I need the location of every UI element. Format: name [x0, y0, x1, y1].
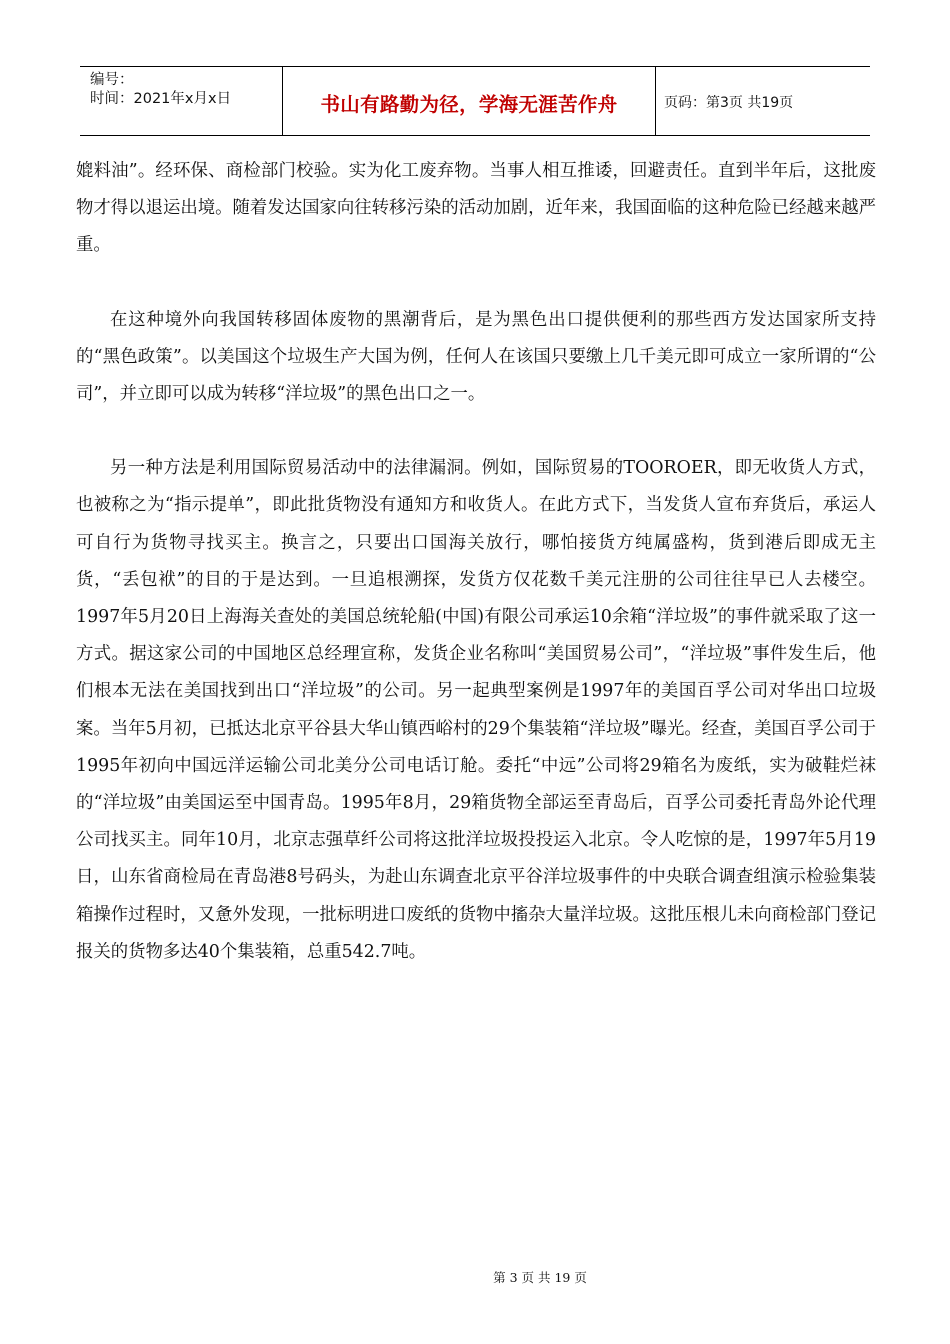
- page-header: [80, 66, 870, 136]
- header-motto: 书山有路勤为径，学海无涯苦作舟: [283, 67, 656, 135]
- paragraph-gap: [76, 413, 876, 450]
- document-time-label: 时间：2021年x月x日: [90, 91, 232, 107]
- paragraph-gap: [76, 265, 876, 302]
- page-footer: [0, 1268, 950, 1286]
- header-meta: [80, 67, 283, 135]
- paragraph-1: 媲料油”。经环保、商检部门校验。实为化工废弃物。当事人相互推诿，回避责任。直到半年后，这批废物才得以退运出境。随着发达国家向往转移污染的活动加剧，近年来，我国面临的这种危险已经越来越严重。: [76, 161, 876, 256]
- paragraph-3: 另一种方法是利用国际贸易活动中的法律漏洞。例如，国际贸易的TOOROER，即无收货人方式，也被称之为“指示提单”，即此批货物没有通知方和收货人。在此方式下，当发货人宣布弃货后，承运人可自行为货物寻找买主。换言之，只要出口国海关放行，哪怕接货方纯属盛构，货到港后即成无主货，“丢包袱”的目的于是达到。一旦追根溯探，发货方仅花数千美元注册的公司往往早已人去楼空。1997年5月20日上海海关查处的美国总统轮船(中国)有限公司承运10余箱“洋垃圾”的事件就采取了这一方式。据这家公司的中国地区总经理宣称，发货企业名称叫“美国贸易公司”，“洋垃圾”事件发生后，他们根本无法在美国找到出口“洋垃圾”的公司。另一起典型案例是1997年的美国百孚公司对华出口垃圾案。当年5月初，已抵达北京平谷县大华山镇西峪村的29个集装箱“洋垃圾”曝光。经查，美国百孚公司于1995年初向中国远洋运输公司北美分公司电话订舱。委托“中远”公司将29箱名为废纸，实为破鞋烂袜的“洋垃圾”由美国运至中国青岛。1995年8月，29箱货物全部运至青岛后，百孚公司委托青岛外论代理公司找买主。同年10月，北京志强草纤公司将这批洋垃圾投投运入北京。令人吃惊的是，1997年5月19日，山东省商检局在青岛港8号码头，为赴山东调查北京平谷洋垃圾事件的中央联合调查组演示检验集装箱操作过程时，又惫外发现，一批标明进口废纸的货物中搐杂大量洋垃圾。这批压根儿未向商检部门登记报关的货物多达40个集装箱，总重542.7吨。: [76, 458, 876, 962]
- paragraph-2: 在这种境外向我国转移固体废物的黑潮背后，是为黑色出口提供便利的那些西方发达国家所支持的“黑色政策”。以美国这个垃圾生产大国为例，任何人在该国只要缴上几千美元即可成立一家所谓的“公司”，并立即可以成为转移“洋垃圾”的黑色出口之一。: [76, 309, 876, 405]
- document-number-label: 编号：: [90, 72, 134, 88]
- footer-page-number: 第 3 页 共 19 页: [493, 1270, 587, 1285]
- document-body: [76, 153, 876, 971]
- header-page-number: 页码：第3页 共19页: [664, 95, 794, 111]
